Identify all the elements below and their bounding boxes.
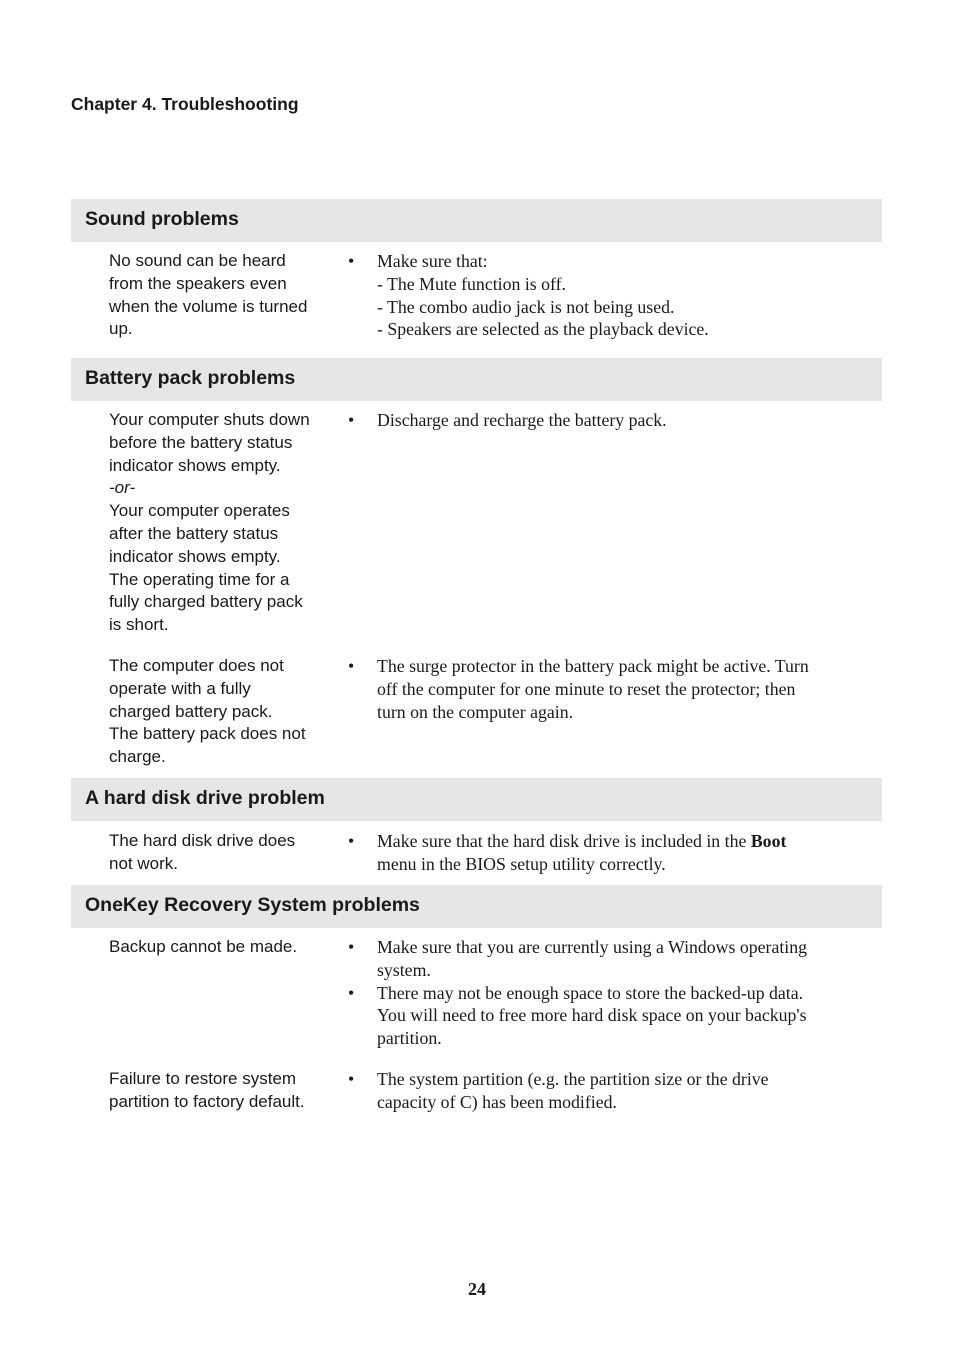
bullet-icon: • [348, 831, 355, 851]
problem-line: The hard disk drive does [109, 831, 296, 850]
problem-line: is short. [109, 615, 169, 635]
solution-item: - The combo audio jack is not being used. [377, 296, 675, 317]
section-title-onekey: OneKey Recovery System problems [85, 894, 420, 916]
problem-shuts-down [109, 409, 334, 637]
problem-line: operate with a fully [109, 678, 251, 698]
bullet-icon: • [348, 982, 355, 1003]
solution-text: Discharge and recharge the battery pack. [377, 410, 667, 430]
solution-line: menu in the BIOS setup utility correctly. [377, 853, 666, 874]
section-title-sound: Sound problems [85, 208, 239, 230]
problem-line: No sound can be heard [109, 251, 286, 270]
section-title-battery: Battery pack problems [85, 367, 296, 389]
solution-line: Make sure that you are currently using a Windows operating [377, 937, 808, 957]
problem-line: partition to factory default. [109, 1091, 305, 1111]
solution-discharge [348, 409, 868, 432]
problem-line: Failure to restore system [109, 1069, 297, 1088]
solution-item: - The Mute function is off. [377, 273, 566, 294]
section-bar-battery [71, 358, 882, 401]
problem-does-not-operate [109, 655, 334, 769]
problem-no-sound [109, 250, 334, 341]
solution-line: off the computer for one minute to reset the protector; then [377, 678, 796, 699]
solution-no-sound [348, 250, 868, 341]
section-bar-onekey [71, 885, 882, 928]
bullet-icon: • [348, 656, 355, 676]
page-number: 24 [468, 1279, 486, 1299]
solution-lead: Make sure that: [377, 251, 488, 271]
solution-line: system. [377, 959, 431, 980]
problem-line: indicator shows empty. [109, 546, 281, 566]
problem-line: when the volume is turned [109, 296, 308, 316]
problem-line: after the battery status [109, 523, 279, 543]
problem-hdd [109, 830, 334, 876]
solution-surge-protector [348, 655, 868, 723]
section-bar-hdd [71, 778, 882, 821]
section-title-hdd: A hard disk drive problem [85, 787, 325, 809]
problem-backup [109, 936, 334, 959]
problem-line: indicator shows empty. [109, 455, 281, 475]
problem-line: up. [109, 319, 133, 339]
problem-line: The computer does not [109, 656, 284, 675]
solution-restore [348, 1068, 868, 1114]
bullet-icon: • [348, 1069, 355, 1089]
problem-or: -or- [109, 478, 136, 498]
problem-line: not work. [109, 853, 178, 873]
problem-line: The operating time for a [109, 569, 290, 589]
problem-line: Your computer shuts down [109, 410, 310, 429]
solution-hdd [348, 830, 868, 876]
solution-item: - Speakers are selected as the playback device. [377, 319, 709, 340]
solution-line: The surge protector in the battery pack might be active. Turn [377, 656, 809, 676]
problem-line: Your computer operates [109, 501, 290, 521]
problem-line: from the speakers even [109, 273, 287, 293]
problem-line: fully charged battery pack [109, 592, 303, 612]
solution-line: The system partition (e.g. the partition size or the drive [377, 1069, 769, 1089]
solution-line: You will need to free more hard disk space on your backup's [377, 1005, 807, 1026]
bullet-icon: • [348, 937, 355, 957]
problem-line: charge. [109, 747, 166, 767]
solution-line: There may not be enough space to store the backed-up data. [377, 982, 804, 1003]
problem-line: charged battery pack. [109, 701, 273, 721]
solution-backup [348, 936, 868, 1050]
problem-line: before the battery status [109, 432, 293, 452]
problem-restore [109, 1068, 334, 1114]
solution-text: Make sure that the hard disk drive is included in the [377, 831, 751, 851]
section-bar-sound [71, 199, 882, 242]
bullet-icon: • [348, 251, 355, 271]
chapter-heading: Chapter 4. Troubleshooting [71, 94, 299, 114]
problem-line: Backup cannot be made. [109, 937, 298, 956]
solution-line: capacity of C) has been modified. [377, 1091, 617, 1112]
solution-line: turn on the computer again. [377, 701, 574, 722]
problem-line: The battery pack does not [109, 724, 306, 744]
solution-bold-boot: Boot [750, 831, 787, 851]
solution-line: partition. [377, 1028, 442, 1049]
bullet-icon: • [348, 410, 355, 430]
